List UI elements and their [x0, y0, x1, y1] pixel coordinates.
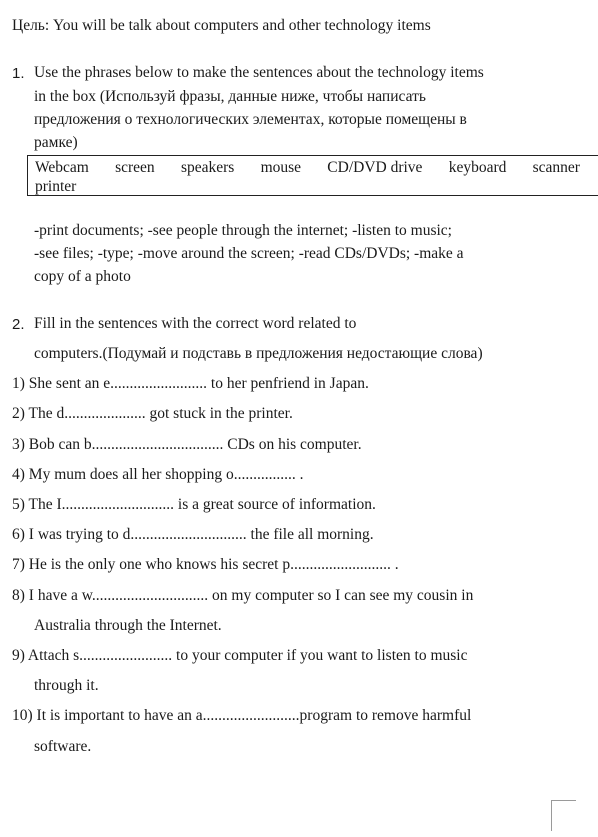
sentence-line: 4) My mum does all her shopping o................ . — [12, 466, 304, 483]
sentence-line: 10) It is important to have an a.........................program to remove harmful — [12, 707, 472, 724]
box-word: Webcam — [35, 159, 89, 176]
sentence-line: 5) The I............................. is a great source of information. — [12, 496, 376, 513]
page-corner-marker — [551, 800, 576, 831]
box-word: screen — [115, 159, 155, 176]
phrase-line: copy of a photo — [34, 268, 131, 285]
task2-instruction-line: computers.(Подумай и подставь в предложения недостающие слова) — [34, 345, 483, 362]
box-word: CD/DVD drive — [327, 159, 423, 176]
task1-number: 1. — [12, 65, 25, 82]
task2-number: 2. — [12, 316, 25, 333]
phrase-line: -print documents; -see people through the internet; -listen to music; — [34, 222, 452, 239]
word-box-row — [35, 158, 580, 178]
box-word: keyboard — [448, 159, 507, 176]
sentence-line: 9) Attach s........................ to your computer if you want to listen to music — [12, 647, 468, 664]
sentence-continuation: software. — [34, 738, 92, 755]
sentence-line: 6) I was trying to d.............................. the file all morning. — [12, 526, 374, 543]
task1-instruction-line: предложения о технологических элементах, которые помещены в — [34, 111, 467, 128]
word-box — [27, 155, 598, 196]
sentence-line: 8) I have a w.............................. on my computer so I can see my cousin in — [12, 587, 474, 604]
box-word: speakers — [180, 159, 235, 176]
box-word: scanner — [532, 159, 580, 176]
goal-line: Цель: You will be talk about computers and other technology items — [12, 17, 431, 34]
sentence-line: 1) She sent an e......................... to her penfriend in Japan. — [12, 375, 369, 392]
phrase-line: -see files; -type; -move around the screen; -read CDs/DVDs; -make a — [34, 245, 464, 262]
sentence-continuation: through it. — [34, 677, 99, 694]
sentence-continuation: Australia through the Internet. — [34, 617, 222, 634]
box-word: printer — [35, 178, 77, 195]
sentence-line: 7) He is the only one who knows his secret p.......................... . — [12, 556, 399, 573]
sentence-line: 2) The d..................... got stuck in the printer. — [12, 405, 293, 422]
sentence-line: 3) Bob can b.................................. CDs on his computer. — [12, 436, 362, 453]
box-word: mouse — [260, 159, 302, 176]
task1-instruction-line: in the box (Используй фразы, данные ниже, чтобы написать — [34, 88, 426, 105]
task1-instruction-line: рамке) — [34, 134, 78, 151]
task2-instruction-line: Fill in the sentences with the correct word related to — [34, 315, 357, 332]
task1-instruction-line: Use the phrases below to make the sentences about the technology items — [34, 64, 484, 81]
